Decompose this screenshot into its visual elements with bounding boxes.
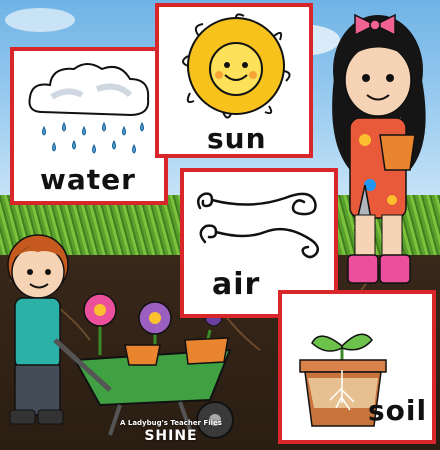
sun-icon: [169, 11, 304, 119]
wind-swirl-icon: [190, 180, 330, 265]
soil-label: soil: [368, 394, 428, 427]
air-label: air: [212, 267, 261, 302]
credit-line-2: SHINE: [144, 428, 198, 444]
sun-label: sun: [207, 122, 267, 155]
water-card: [10, 47, 168, 205]
sun-card: [155, 3, 313, 158]
credit-line-1: A Ladybug's Teacher Files: [120, 419, 222, 427]
water-label: water: [40, 163, 136, 196]
soil-card: [278, 290, 436, 444]
rain-cloud-icon: [22, 57, 157, 162]
girl-illustration: [320, 0, 440, 290]
credit-watermark: [120, 420, 222, 443]
